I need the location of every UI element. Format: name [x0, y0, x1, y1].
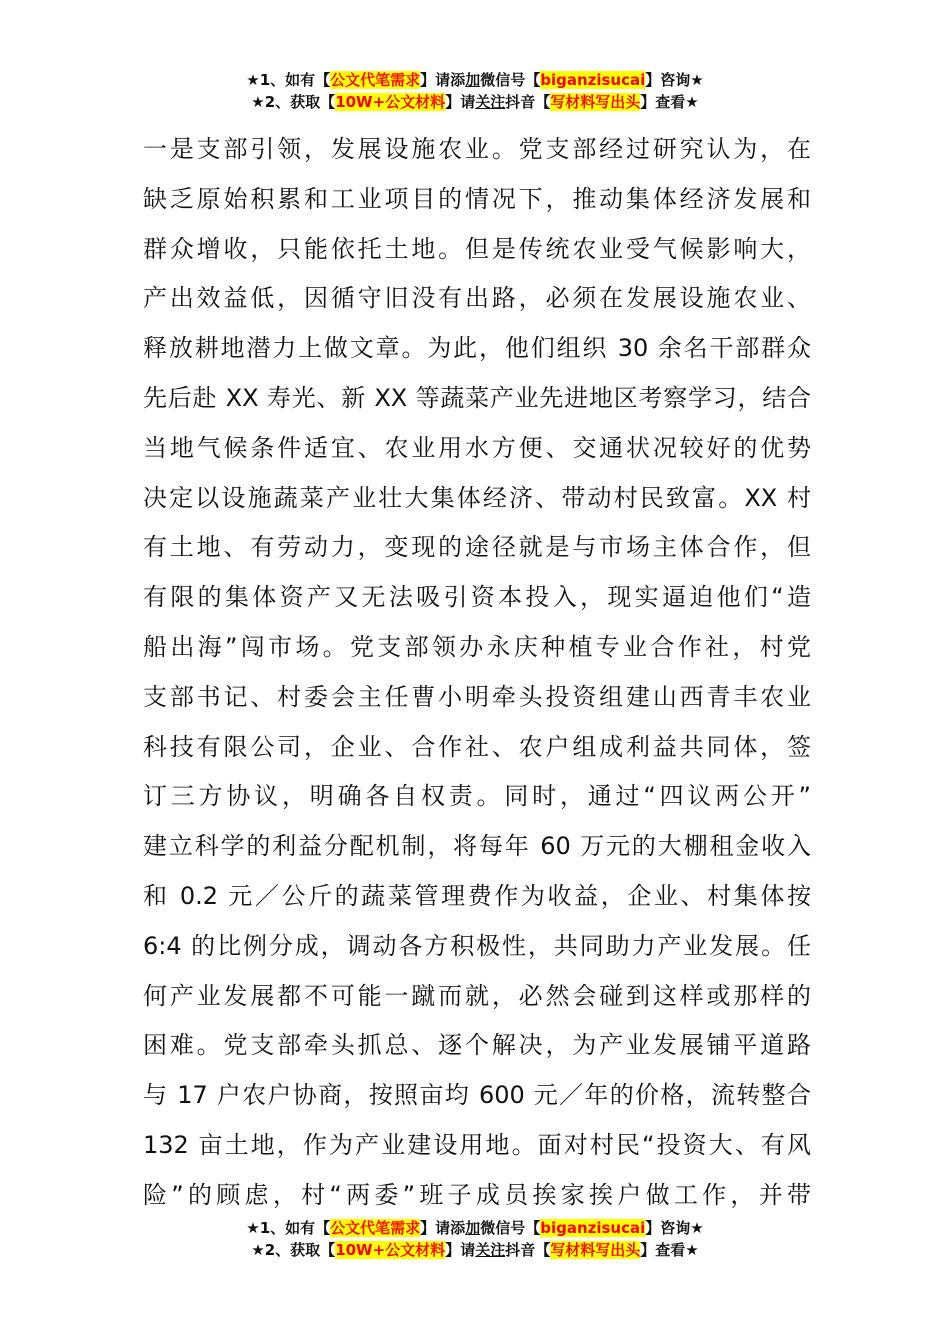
banner-text: ★2、获取【: [251, 93, 336, 111]
banner-highlight: 10W+公文材料: [335, 1241, 446, 1259]
body-line: 支部书记、村委会主任曹小明牵头投资组建山西青丰农业: [143, 682, 811, 711]
body-line: 困难。党支部牵头抓总、逐个解决，为产业发展铺平道路: [143, 1031, 811, 1060]
banner-text: 抖音【: [505, 1241, 551, 1259]
banner-highlight: 公文代笔需求: [330, 1219, 421, 1237]
body-line: 有土地、有劳动力，变现的途径就是与市场主体合作，但: [143, 533, 811, 562]
banner-underlined-text: 加: [465, 1219, 481, 1237]
banner-text: 】咨询★: [645, 1219, 704, 1237]
banner-douyin-name: 写材料写出头: [550, 1241, 641, 1259]
footer-banner: [0, 1217, 950, 1261]
body-line: 132 亩土地，作为产业建设用地。面对村民“投资大、有风: [143, 1130, 811, 1159]
banner-douyin-name: 写材料写出头: [550, 93, 641, 111]
body-line: 缺乏原始积累和工业项目的情况下，推动集体经济发展和: [143, 184, 811, 213]
body-line: 科技有限公司，企业、合作社、农户组成利益共同体，签: [143, 732, 811, 761]
banner-text: 】请: [445, 1241, 476, 1259]
header-banner: [0, 69, 950, 113]
body-line: 一是支部引领，发展设施农业。党支部经过研究认为，在: [143, 135, 811, 163]
body-line: 当地气候条件适宜、农业用水方便、交通状况较好的优势: [143, 433, 811, 462]
banner-text: 】请: [445, 93, 476, 111]
banner-text: 】请添: [420, 1219, 466, 1237]
body-line: 有限的集体资产又无法吸引资本投入，现实逼迫他们“造: [143, 583, 811, 612]
banner-text: ★1、如有【: [246, 1219, 331, 1237]
body-line: 建立科学的利益分配机制，将每年 60 万元的大棚租金收入: [143, 832, 811, 861]
banner-underlined-text: 加: [465, 71, 481, 89]
body-line: 决定以设施蔬菜产业壮大集体经济、带动村民致富。XX 村: [143, 483, 811, 512]
banner-highlight: 10W+公文材料: [335, 93, 446, 111]
banner-line-1: [0, 69, 950, 91]
body-line: 和 0.2 元／公斤的蔬菜管理费作为收益，企业、村集体按: [143, 881, 811, 910]
banner-text: 微信号【: [480, 1219, 541, 1237]
banner-highlight: 公文代笔需求: [330, 71, 421, 89]
body-line: 释放耕地潜力上做文章。为此，他们组织 30 余名干部群众: [143, 334, 811, 363]
body-line: 船出海”闯市场。党支部领办永庆种植专业合作社，村党: [143, 632, 811, 661]
banner-text: 】请添: [420, 71, 466, 89]
body-line: 险”的顾虑，村“两委”班子成员挨家挨户做工作，并带: [143, 1180, 811, 1209]
banner-text: 抖音【: [505, 93, 551, 111]
banner-line-2: [0, 91, 950, 113]
body-line: 与 17 户农户协商，按照亩均 600 元／年的价格，流转整合: [143, 1081, 811, 1110]
banner-underlined-text: 关注: [475, 93, 506, 111]
body-line: 群众增收，只能依托土地。但是传统农业受气候影响大，: [143, 234, 811, 263]
banner-text: 】查看★: [640, 1241, 699, 1259]
body-line: 何产业发展都不可能一蹴而就，必然会碰到这样或那样的: [143, 981, 811, 1010]
body-line: 6:4 的比例分成，调动各方积极性，共同助力产业发展。任: [143, 931, 811, 960]
banner-text: 微信号【: [480, 71, 541, 89]
banner-text: 】咨询★: [645, 71, 704, 89]
banner-wechat-id: biganzisucai: [540, 1219, 646, 1237]
banner-text: ★2、获取【: [251, 1241, 336, 1259]
banner-text: ★1、如有【: [246, 71, 331, 89]
banner-line-1: [0, 1217, 950, 1239]
body-line: 产出效益低，因循守旧没有出路，必须在发展设施农业、: [143, 284, 811, 313]
banner-underlined-text: 关注: [475, 1241, 506, 1259]
banner-text: 】查看★: [640, 93, 699, 111]
banner-wechat-id: biganzisucai: [540, 71, 646, 89]
body-line: 先后赴 XX 寿光、新 XX 等蔬菜产业先进地区考察学习，结合: [143, 383, 811, 412]
document-body: [143, 125, 811, 1221]
banner-line-2: [0, 1239, 950, 1261]
body-line: 订三方协议，明确各自权责。同时，通过“四议两公开”: [143, 782, 811, 811]
